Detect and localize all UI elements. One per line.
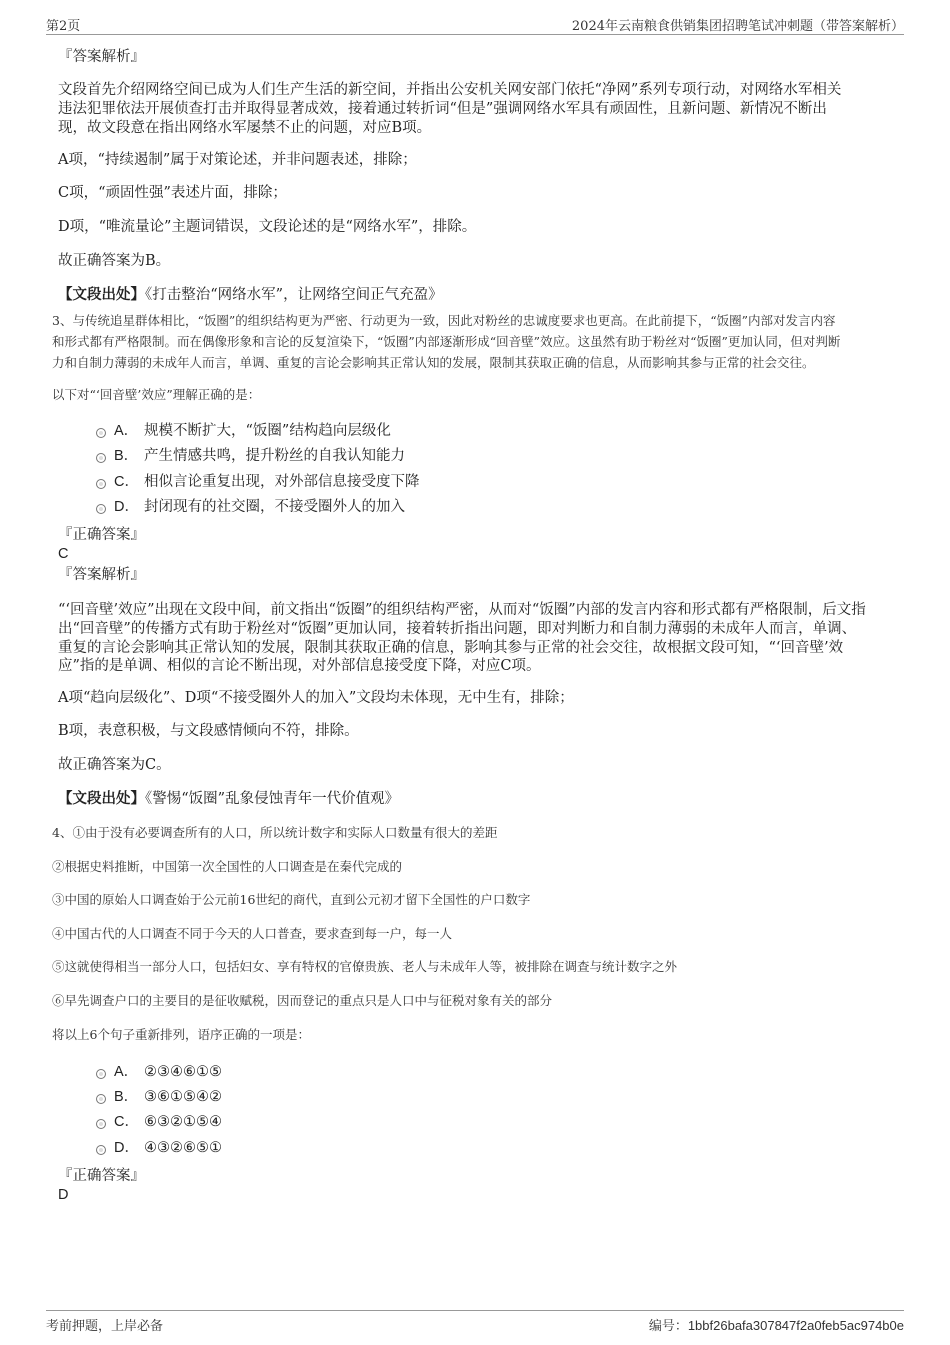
page-footer: [46, 1310, 904, 1333]
option-a[interactable]: A． ②③④⑥①⑤: [96, 1063, 222, 1081]
option-note-ad: A项“趋向层级化”、D项“不接受圈外人的加入”文段均未体现，无中生有，排除；: [58, 690, 574, 706]
option-b[interactable]: B． ③⑥①⑤④②: [96, 1088, 222, 1106]
answer-label: 『正确答案』: [58, 527, 145, 543]
document-title: 2024年云南粮食供销集团招聘笔试冲刺题（带答案解析）: [571, 19, 904, 34]
answer-conclusion: 故正确答案为C。: [58, 757, 171, 773]
radio-icon[interactable]: [96, 1069, 106, 1079]
analysis-line: 文段首先介绍网络空间已成为人们生产生活的新空间，并指出公安机关网安部门依托“净网”系列专项行动，对网络水军相关: [58, 82, 842, 98]
option-c[interactable]: C． 相似言论重复出现，对外部信息接受度下降: [96, 473, 420, 491]
analysis-line: 违法犯罪依法开展侦查打击并取得显著成效，接着通过转折词“但是”强调网络水军具有顽固性，且新问题、新情况不断出: [58, 101, 827, 117]
option-d[interactable]: D． ④③②⑥⑤①: [96, 1139, 222, 1157]
option-b[interactable]: B． 产生情感共鸣，提升粉丝的自我认知能力: [96, 447, 405, 465]
page-number: 第2页: [46, 19, 81, 34]
option-a[interactable]: A． 规模不断扩大，“饭圈”结构趋向层级化: [96, 422, 391, 440]
source-title: 《打击整治“网络水军”，让网络空间正气充盈》: [145, 287, 443, 303]
correct-answer: C: [58, 546, 69, 562]
question-stem-line: 3、与传统追星群体相比，“饭圈”的组织结构更为严密、行动更为一致，因此对粉丝的忠诚度要求也更高。在此前提下，“饭圈”内部对发言内容: [52, 313, 836, 328]
question-sentence: ⑥早先调查户口的主要目的是征收赋税，因而登记的重点只是人口中与征税对象有关的部分: [52, 993, 553, 1008]
analysis-line: “‘回音壁’效应”出现在文段中间，前文指出“饭圈”的组织结构严密，从而对“饭圈”内部的发言内容和形式都有严格限制，后文指: [58, 602, 866, 618]
source-label: 【文段出处】: [58, 790, 145, 807]
page-header: [46, 14, 904, 35]
radio-icon[interactable]: [96, 1094, 106, 1104]
analysis-label: 『答案解析』: [58, 49, 145, 65]
question-sentence: ②根据史料推断，中国第一次全国性的人口调查是在秦代完成的: [52, 859, 403, 874]
correct-answer: D: [58, 1187, 69, 1203]
source-title: 《警惕“饭圈”乱象侵蚀青年一代价值观》: [145, 791, 400, 807]
option-note-c: C项，“顽固性强”表述片面，排除；: [58, 185, 287, 201]
radio-icon[interactable]: [96, 453, 106, 463]
analysis-line: 重复的言论会影响其正常认知的发展，限制其获取正确的信息，影响其参与正常的社会交往，故根据文段可知，“‘回音壁’效: [58, 640, 844, 656]
option-note-d: D项，“唯流量论”主题词错误，文段论述的是“网络水军”，排除。: [58, 219, 477, 235]
analysis-line: 出“回音壁”的传播方式有助于粉丝对“饭圈”更加认同，接着转折指出问题，即对判断力和自制力薄弱的未成年人而言，单调、: [58, 621, 857, 637]
footer-slogan: 考前押题，上岸必备: [46, 1319, 164, 1334]
source-label: 【文段出处】: [58, 286, 145, 303]
analysis-label: 『答案解析』: [58, 567, 145, 583]
answer-label: 『正确答案』: [58, 1168, 145, 1184]
question-sentence: 4、①由于没有必要调查所有的人口，所以统计数字和实际人口数量有很大的差距: [52, 825, 498, 840]
option-c[interactable]: C． ⑥③②①⑤④: [96, 1113, 222, 1131]
radio-icon[interactable]: [96, 479, 106, 489]
option-note-a: A项，“持续遏制”属于对策论述，并非问题表述，排除；: [58, 152, 417, 168]
question-stem-line: 力和自制力薄弱的未成年人而言，单调、重复的言论会影响其正常认知的发展，限制其获取正确的信息，从而影响其参与正常的社会交往。: [52, 355, 815, 370]
radio-icon[interactable]: [96, 504, 106, 514]
source-citation: [58, 285, 443, 305]
radio-icon[interactable]: [96, 1119, 106, 1129]
document-code: [649, 1315, 904, 1334]
source-citation: [58, 789, 399, 809]
analysis-line: 现，故文段意在指出网络水军屡禁不止的问题，对应B项。: [58, 120, 432, 136]
question-stem-line: 和形式都有严格限制。而在偶像形象和言论的反复渲染下，“饭圈”内部逐渐形成“回音壁”效应。这虽然有助于粉丝对“饭圈”更加认同，但对判断: [52, 334, 841, 349]
question-sentence: ④中国古代的人口调查不同于今天的人口普查，要求查到每一户，每一人: [52, 926, 453, 941]
option-note-b: B项，表意积极，与文段感情倾向不符，排除。: [58, 723, 359, 739]
code-label: 编号：: [648, 1319, 688, 1334]
question-prompt: 将以上6个句子重新排列，语序正确的一项是：: [52, 1027, 310, 1042]
question-prompt: 以下对“‘回音壁’效应”理解正确的是：: [52, 387, 261, 402]
question-sentence: ⑤这就使得相当一部分人口，包括妇女、享有特权的官僚贵族、老人与未成年人等，被排除在调查与统计数字之外: [52, 959, 678, 974]
radio-icon[interactable]: [96, 1145, 106, 1155]
question-sentence: ③中国的原始人口调查始于公元前16世纪的商代，直到公元初才留下全国性的户口数字: [52, 892, 531, 907]
analysis-line: 应”指的是单调、相似的言论不断出现，对外部信息接受度下降，对应C项。: [58, 658, 541, 674]
code-value: 1bbf26bafa307847f2a0feb5ac974b0e: [687, 1318, 904, 1333]
radio-icon[interactable]: [96, 428, 106, 438]
option-d[interactable]: D． 封闭现有的社交圈，不接受圈外人的加入: [96, 498, 405, 516]
answer-conclusion: 故正确答案为B。: [58, 253, 171, 269]
